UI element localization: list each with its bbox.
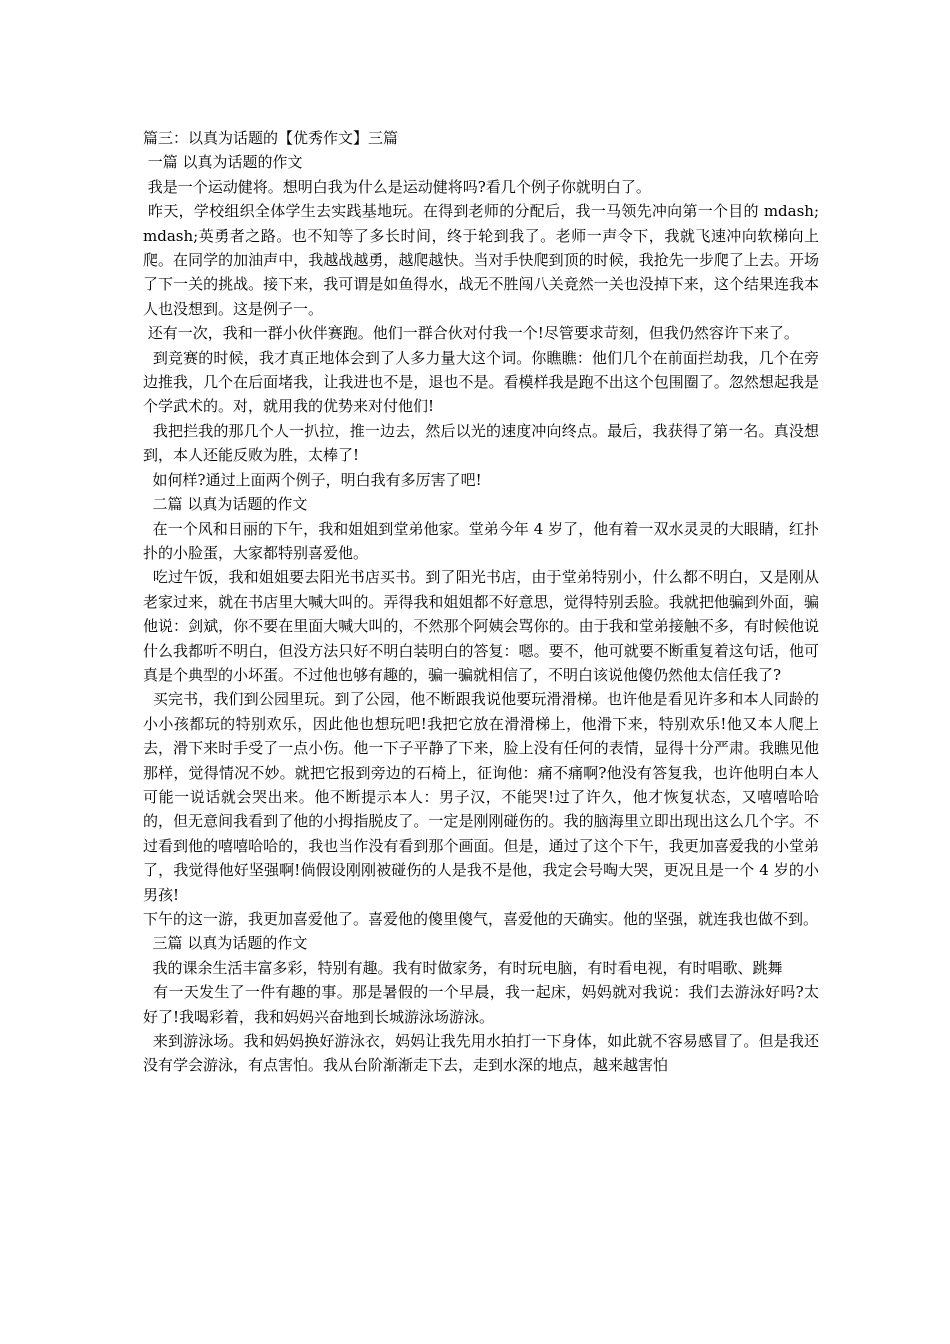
section-heading-1: 一篇 以真为话题的作文 — [143, 153, 303, 172]
section-heading-2: 二篇 以真为话题的作文 — [143, 495, 308, 514]
paragraph: 吃过午饭，我和姐姐要去阳光书店买书。到了阳光书店，由于堂弟特别小，什么都不明白，又是刚从老家过来，就在书店里大喊大叫的。弄得我和姐姐都不好意思，觉得特别丢脸。我就把他骗到外面，骗他说：剑斌，你不要在里面大喊大叫的，不然那个阿姨会骂你的。由于我和堂弟接触不多，有时候他说什么我都听不明白，但没方法只好不明白装明白的答复：嗯。要不，他可就要不断重复着这句话，他可真是个典型的小坏蛋。不过他也够有趣的，骗一骗就相信了，不明白该说他傻仍然他太信任我了? — [143, 568, 819, 684]
paragraph: 昨天，学校组织全体学生去实践基地玩。在得到老师的分配后，我一马领先冲向第一个目的 mdash;mdash;英勇者之路。也不知等了多长时间，终于轮到我了。老师一声令下，我就飞速冲向软梯向上爬。在同学的加油声中，我越战越勇，越爬越快。当对手快爬到顶的时候，我抢先一步爬了上去。开场了下一关的挑战。接下来，我可谓是如鱼得水，战无不胜闯八关竟然一关也没掉下来，这个结果连我本人也没想到。这是例子一。 — [143, 202, 819, 318]
paragraph: 我的课余生活丰富多彩，特别有趣。我有时做家务，有时玩电脑，有时看电视，有时唱歌、跳舞 — [143, 958, 783, 977]
paragraph: 有一天发生了一件有趣的事。那是暑假的一个早晨，我一起床，妈妈就对我说：我们去游泳好吗?太好了!我喝彩着，我和妈妈兴奋地到长城游泳场游泳。 — [143, 983, 819, 1026]
paragraph: 下午的这一游，我更加喜爱他了。喜爱他的傻里傻气，喜爱他的天确实。他的坚强，就连我也做不到。 — [143, 910, 819, 928]
paragraph: 到竞赛的时候，我才真正地体会到了人多力量大这个词。你瞧瞧：他们几个在前面拦劫我，几个在旁边推我，几个在后面堵我，让我进也不是，退也不是。看模样我是跑不出这个包围圈了。忽然想起我是个学武术的。对，就用我的优势来对付他们! — [143, 348, 819, 416]
paragraph: 买完书，我们到公园里玩。到了公园，他不断跟我说他要玩滑滑梯。也许他是看见许多和本人同龄的小小孩都玩的特别欢乐，因此他也想玩吧!我把它放在滑滑梯上，他滑下来，特别欢乐!他又本人爬上去，滑下来时手受了一点小伤。他一下子平静了下来，脸上没有任何的表情，显得十分严肃。我瞧见他那样，觉得情况不妙。就把它报到旁边的石椅上，征询他：痛不痛啊?他没有答复我，也许他明白本人可能一说话就会哭出来。他不断提示本人：男子汉，不能哭!过了许久，他才恢复状态，又嘻嘻哈哈的，但无意间我看到了他的小拇指脱皮了。一定是刚刚碰伤的。我的脑海里立即出现出这么几个字。不过看到他的嘻嘻哈哈的，我也当作没有看到那个画面。但是，通过了这个下午，我更加喜爱我的小堂弟了，我觉得他好坚强啊!倘假设刚刚被碰伤的人是我不是他，我定会号啕大哭，更况且是一个 4 岁的小男孩! — [143, 690, 819, 904]
document-title: 篇三：以真为话题的【优秀作文】三篇 — [143, 129, 399, 147]
paragraph: 来到游泳场。我和妈妈换好游泳衣，妈妈让我先用水拍打一下身体，如此就不容易感冒了。但是我还没有学会游泳，有点害怕。我从台阶渐渐走下去，走到水深的地点，越来越害怕 — [143, 1032, 819, 1075]
paragraph: 如何样?通过上面两个例子，明白我有多厉害了吧! — [143, 470, 482, 489]
section-heading-3: 三篇 以真为话题的作文 — [143, 934, 308, 953]
paragraph: 还有一次，我和一群小伙伴赛跑。他们一群合伙对付我一个!尽管要求苛刻，但我仍然容许下来了。 — [143, 324, 799, 343]
paragraph: 我把拦我的那几个人一扒拉，推一边去，然后以光的速度冲向终点。最后，我获得了第一名。真没想到，本人还能反败为胜，太棒了! — [143, 421, 819, 465]
paragraph: 我是一个运动健将。想明白我为什么是运动健将吗?看几个例子你就明白了。 — [143, 177, 651, 196]
paragraph: 在一个风和日丽的下午，我和姐姐到堂弟他家。堂弟今年 4 岁了，他有着一双水灵灵的大眼睛，红扑扑的小脸蛋，大家都特别喜爱他。 — [143, 519, 819, 562]
document-body — [143, 126, 819, 1078]
